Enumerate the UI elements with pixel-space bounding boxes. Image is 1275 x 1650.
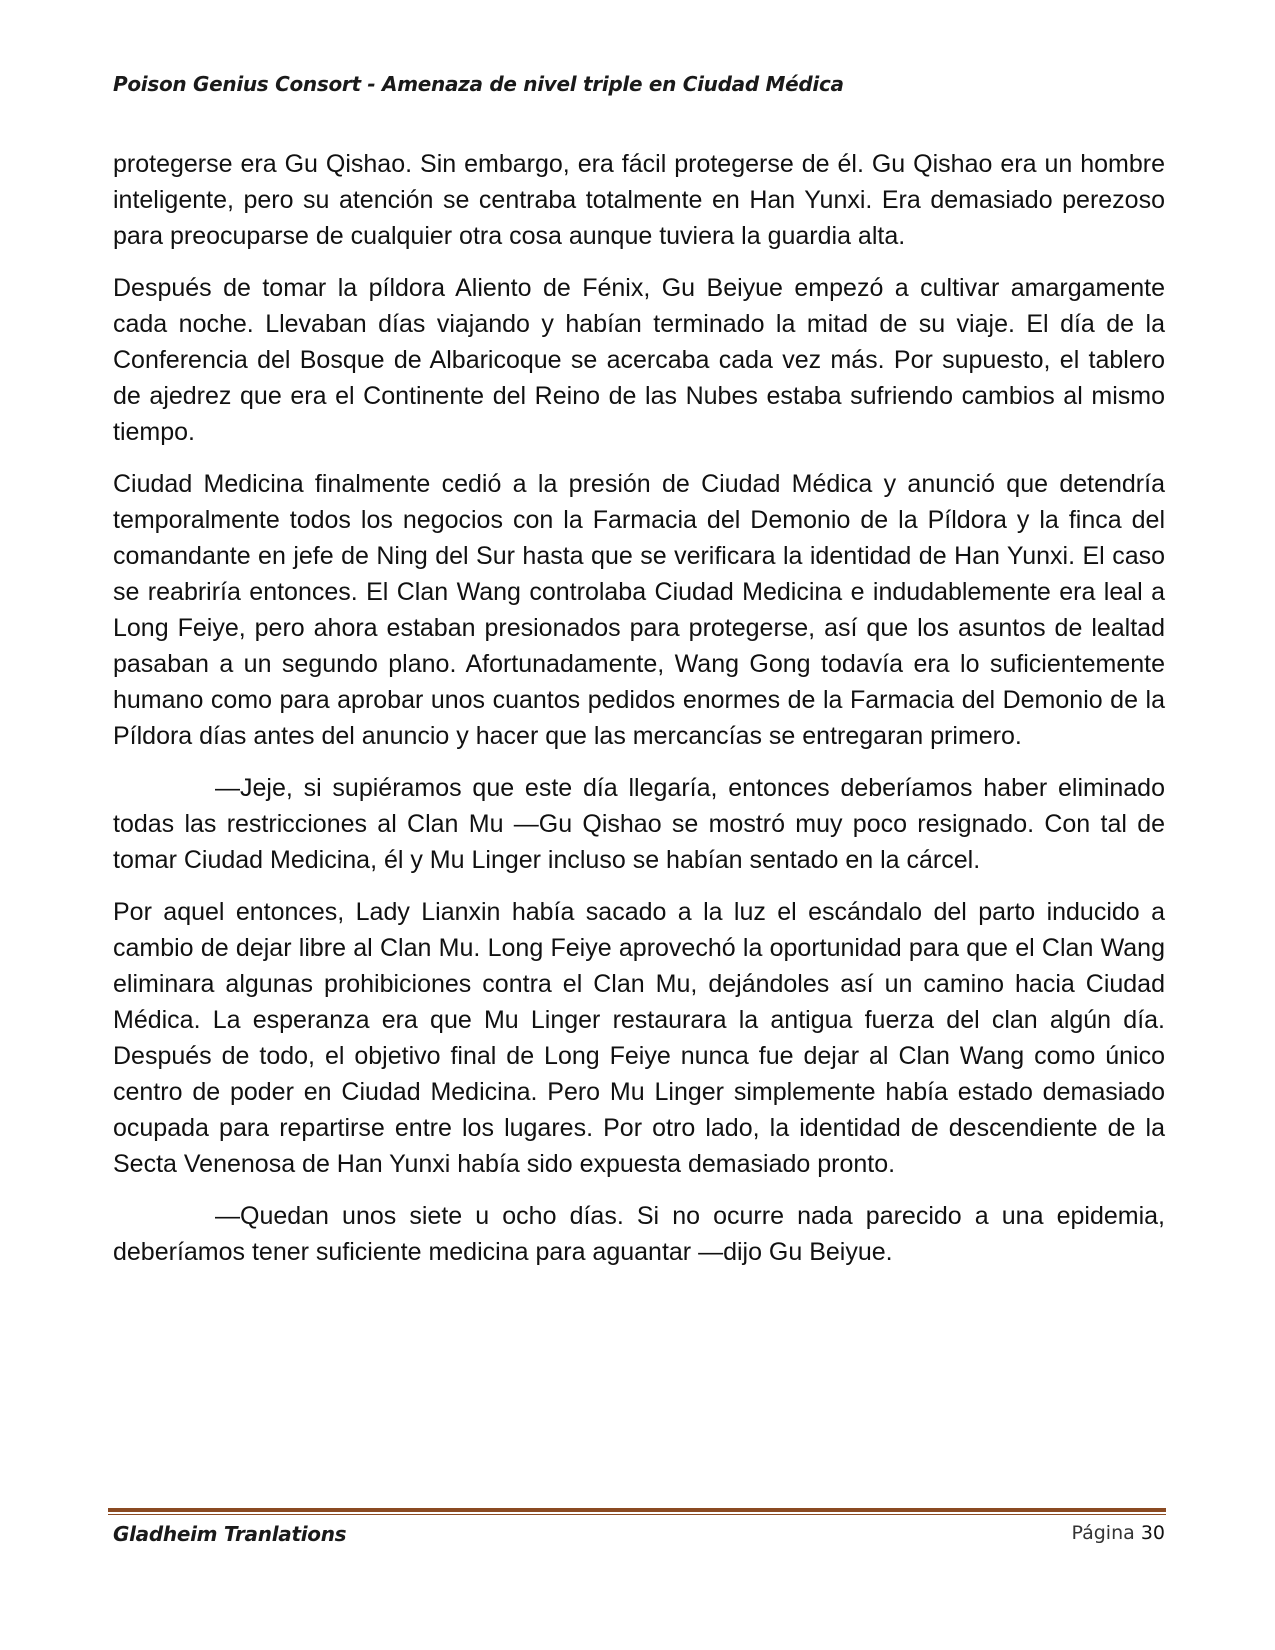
- footer-divider: [108, 1508, 1166, 1515]
- running-header: Poison Genius Consort - Amenaza de nivel triple en Ciudad Médica: [113, 72, 844, 96]
- page-number: 30: [1140, 1522, 1165, 1544]
- paragraph-2: Después de tomar la píldora Aliento de Fénix, Gu Beiyue empezó a cultivar amargamente cada noche. Llevaban días viajando y habían terminado la mitad de su viaje. El día de la Conferencia del Bosque de Albaricoque se acercaba cada vez más. Por supuesto, el tablero de ajedrez que era el Continente del Reino de las Nubes estaba sufriendo cambios al mismo tiempo.: [113, 274, 1165, 446]
- paragraph-3: Ciudad Medicina finalmente cedió a la presión de Ciudad Médica y anunció que detendría temporalmente todos los negocios con la Farmacia del Demonio de la Píldora y la finca del comandante en jefe de Ning del Sur hasta que se verificara la identidad de Han Yunxi. El caso se reabriría entonces. El Clan Wang controlaba Ciudad Medicina e indudablemente era leal a Long Feiye, pero ahora estaban presionados para protegerse, así que los asuntos de lealtad pasaban a un segundo plano. Afortunadamente, Wang Gong todavía era lo suficientemente humano como para aprobar unos cuantos pedidos enormes de la Farmacia del Demonio de la Píldora días antes del anuncio y hacer que las mercancías se entregaran primero.: [113, 470, 1165, 750]
- paragraph-4-dialogue: —Jeje, si supiéramos que este día llegaría, entonces deberíamos haber eliminado todas las restricciones al Clan Mu —Gu Qishao se mostró muy poco resignado. Con tal de tomar Ciudad Medicina, él y Mu Linger incluso se habían sentado en la cárcel.: [113, 774, 1165, 874]
- paragraph-5: Por aquel entonces, Lady Lianxin había sacado a la luz el escándalo del parto inducido a cambio de dejar libre al Clan Mu. Long Feiye aprovechó la oportunidad para que el Clan Wang eliminara algunas prohibiciones contra el Clan Mu, dejándoles así un camino hacia Ciudad Médica. La esperanza era que Mu Linger restaurara la antigua fuerza del clan algún día. Después de todo, el objetivo final de Long Feiye nunca fue dejar al Clan Wang como único centro de poder en Ciudad Medicina. Pero Mu Linger simplemente había estado demasiado ocupada para repartirse entre los lugares. Por otro lado, la identidad de descendiente de la Secta Venenosa de Han Yunxi había sido expuesta demasiado pronto.: [113, 898, 1165, 1178]
- page-label: Página: [1071, 1522, 1135, 1544]
- paragraph-1: protegerse era Gu Qishao. Sin embargo, era fácil protegerse de él. Gu Qishao era un hombre inteligente, pero su atención se centraba totalmente en Han Yunxi. Era demasiado perezoso para preocuparse de cualquier otra cosa aunque tuviera la guardia alta.: [113, 150, 1165, 250]
- page-body: [113, 146, 1165, 1286]
- footer-credit: Gladheim Tranlations: [113, 1522, 347, 1546]
- paragraph-6-dialogue: —Quedan unos siete u ocho días. Si no ocurre nada parecido a una epidemia, deberíamos tener suficiente medicina para aguantar —dijo Gu Beiyue.: [113, 1202, 1165, 1266]
- page-indicator: [1071, 1522, 1165, 1544]
